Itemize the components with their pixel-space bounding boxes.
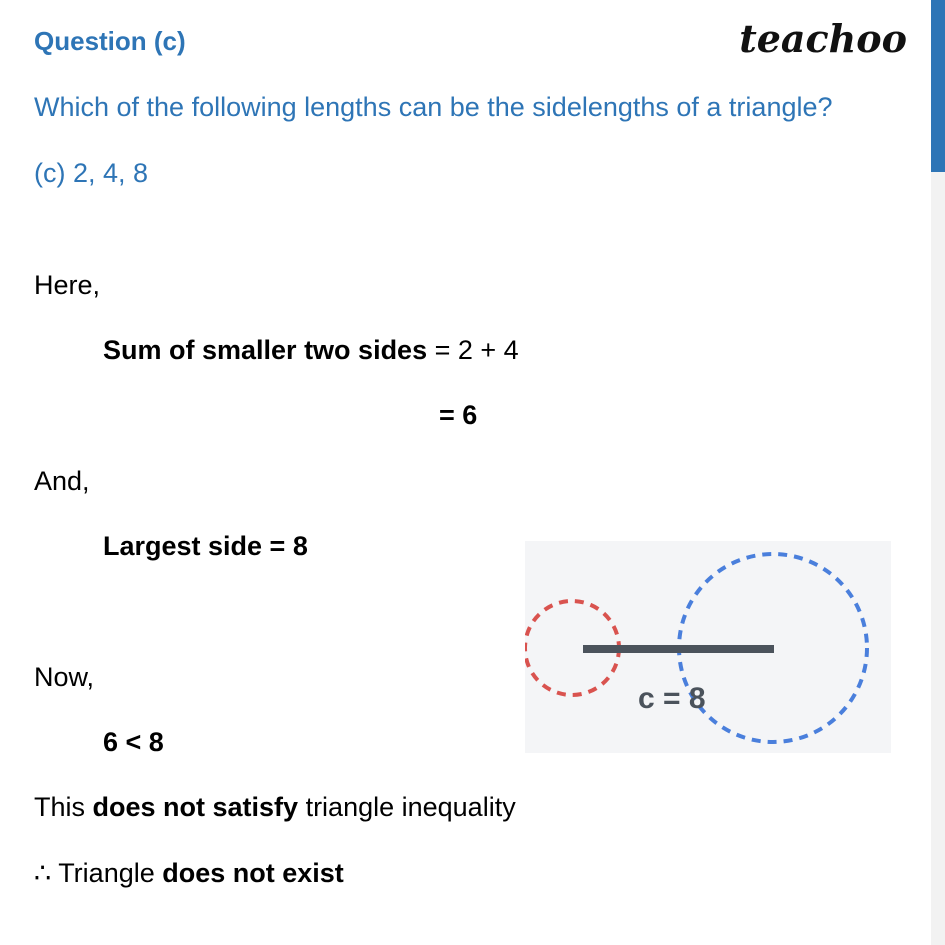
and-text: And, <box>34 466 90 496</box>
sum-result: = 6 <box>439 400 478 430</box>
question-text: Which of the following lengths can be the sidelengths of a triangle? <box>34 92 833 122</box>
largest-side: Largest side = 8 <box>103 531 308 561</box>
scrollbar[interactable] <box>931 0 945 945</box>
inequality-suffix: triangle inequality <box>298 792 516 822</box>
circles-diagram-svg <box>525 541 891 753</box>
conclusion-emphasis: does not exist <box>162 858 344 888</box>
circles-diagram <box>525 541 891 753</box>
inequality-prefix: This <box>34 792 93 822</box>
conclusion <box>34 856 344 890</box>
inequality-statement <box>34 790 516 824</box>
option-text: (c) 2, 4, 8 <box>34 158 149 188</box>
here-text: Here, <box>34 270 101 300</box>
comparison: 6 < 8 <box>103 727 164 757</box>
sum-expression: = 2 + 4 <box>427 335 519 365</box>
teachoo-logo: teachoo <box>739 16 907 61</box>
inequality-emphasis: does not satisfy <box>92 792 299 822</box>
scrollbar-thumb[interactable] <box>931 0 945 172</box>
conclusion-prefix: ∴ Triangle <box>34 858 163 888</box>
now-text: Now, <box>34 662 95 692</box>
segment-label: c = 8 <box>638 682 706 715</box>
question-heading: Question (c) <box>34 26 186 56</box>
sum-line <box>103 333 519 367</box>
sum-label: Sum of smaller two sides <box>103 335 428 365</box>
